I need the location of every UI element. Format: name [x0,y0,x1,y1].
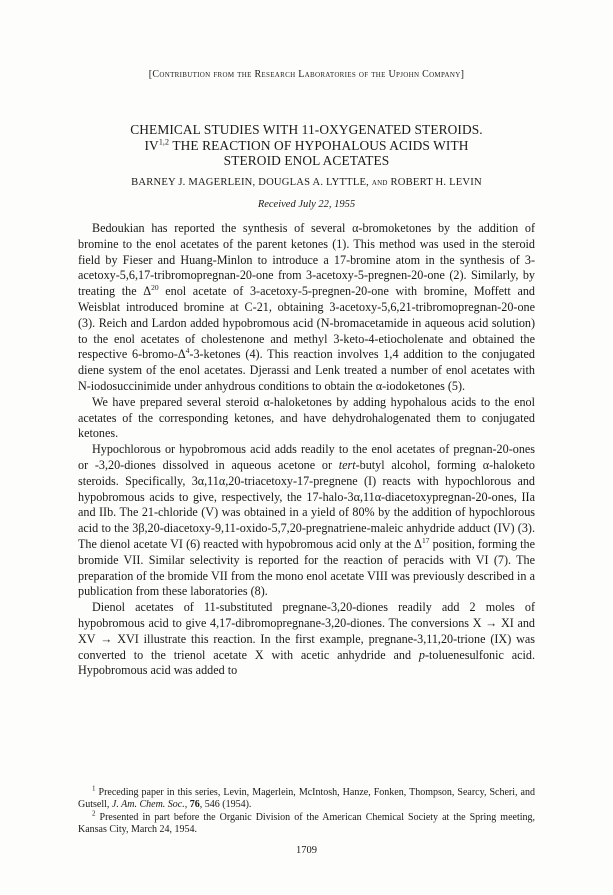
page-number: 1709 [296,845,317,856]
footnote-1-text-c: , 546 (1954). [199,799,252,811]
paragraph-3 [78,442,535,600]
p4-italic-p: p [418,647,425,662]
p1-text-a: Bedoukian has reported the synthesis of several α-bromoketones by the addition of bromine to the enol acetates of the parent ketones (1). This method was used in the steroid field by Fieser and Huang-Minlon to introduce a 17-bromine atom in the synthesis of 3-acetoxy-5,6,17-tribromopregnan-20-one from 3-acetoxy-5-pregnen-20-one (2). Similarly, by treating the Δ [78,221,535,299]
author-line [0,177,613,188]
footnote-1-sep: , [184,799,190,811]
title-roman: IV [144,137,159,153]
footnotes [78,784,535,837]
p4-text-a: Dienol acetates of 11-substituted pregnane-3,20-diones readily add 2 moles of hypobromous acid to give 4,17-dibromopregnane-3,20-diones. The conversions X → XI and XV → XVI illustrate this reaction. In the first example, pregnane-3,11,20-trione (IX) was converted to the trienol acetate X with acetic anhydride and [78,600,535,662]
paragraph-2: We have prepared several steroid α-haloketones by adding hypohalous acids to the enol acetates of the corresponding ketones, and have dehydrohalogenated them to conjugated ketones. [78,394,535,441]
p1-text-c: -3-ketones (4). This reaction involves 1,4 addition to the conjugated diene system of the enol acetates. Djerassi and Lenk treated a number of enol acetates with N-iodosuccinimide under anhydrous conditions to obtain the α-iodoketones (5). [78,347,535,393]
received-date: Received July 22, 1955 [257,199,356,210]
p3-text-b: -butyl alcohol, forming α-haloketo steroids. Specifically, 3α,11α,20-triacetoxy-17-pregnene (I) reacts with hypochlorous and hypobromous acids to give, respectively, the 17-halo-3α,11α-diacetoxypregnan-20-ones, IIa and IIb. The 21-chloride (V) was obtained in a yield of 80% by the addition of hypochlorous acid to the 3β,20-diacetoxy-9,11-oxido-5,7,20-pregnatriene-maleic anhydride adduct (IV) (3). The dienol acetate VI (6) reacted with hypobromous acid only at the Δ [78,457,535,551]
p1-text-b: enol acetate of 3-acetoxy-5-pregnen-20-one with bromine, Moffett and Weisblat introduced bromine at C-21, obtaining 3-acetoxy-5,6,21-tribromopregnan-20-one (3). Reich and Lardon added hypobromous acid (N-bromacetamide in aqueous acid solution) to the enol acetates of cholestenone and methyl 3-keto-4-etiocholenate and obtained the respective 6-bromo-Δ [78,284,535,362]
footnote-2 [78,809,535,837]
footnote-1-journal: J. Am. Chem. Soc. [111,799,185,811]
footnote-2-mark: 2 [92,809,96,818]
contribution-text: Contribution from the Research Laboratories of the Upjohn Company [152,69,461,80]
p3-italic-tert: tert [338,457,356,472]
p1-sup-delta-4: 4 [185,346,190,356]
title-line-2 [60,138,553,154]
contribution-header [0,69,613,80]
footnote-1-mark: 1 [92,784,96,793]
paragraph-4 [78,600,535,679]
author-names: BARNEY J. MAGERLEIN, DOUGLAS A. LYTTLE, [131,177,370,188]
p4-text-b: -toluenesulfonic acid. Hypobromous acid was added to [78,647,535,678]
title-line-3: STEROID ENOL ACETATES [223,153,390,168]
article-body [78,221,535,679]
title-line-2-text: THE REACTION OF HYPOHALOUS ACIDS WITH [169,137,469,153]
footnote-1 [78,784,535,812]
footnote-1-text-a: Preceding paper in this series, Levin, Magerlein, McIntosh, Hanze, Fonken, Thompson, Searcy, Scheri, and Gutsell, [78,787,535,811]
title-footnote-marks: 1,2 [158,137,170,147]
title-line-1: CHEMICAL STUDIES WITH 11-OXYGENATED STEROIDS. [130,122,483,137]
p3-text-a: Hypochlorous or hypobromous acid adds readily to the enol acetates of pregnan-20-ones or -3,20-diones dissolved in aqueous acetone or [78,442,535,472]
p1-sup-delta-20: 20 [151,283,159,293]
paragraph-1 [78,221,535,395]
bracket-close: ] [460,69,465,80]
bracket-open: [ [148,69,153,80]
p3-text-c: position, forming the bromide VII. Similar selectivity is reported for the reaction of peracids with VI (7). The preparation of the bromide VII from the mono enol acetate VIII was previously described in a publication from these laboratories (8). [78,536,535,599]
footnote-1-volume: 76 [189,799,200,811]
author-last: ROBERT H. LEVIN [390,177,482,188]
footnote-2-text: Presented in part before the Organic Division of the American Chemical Society at the Spring meeting, Kansas City, March 24, 1954. [78,811,535,836]
p3-sup-delta-17: 17 [421,535,430,545]
author-and: and [371,177,388,188]
article-title [60,122,553,169]
